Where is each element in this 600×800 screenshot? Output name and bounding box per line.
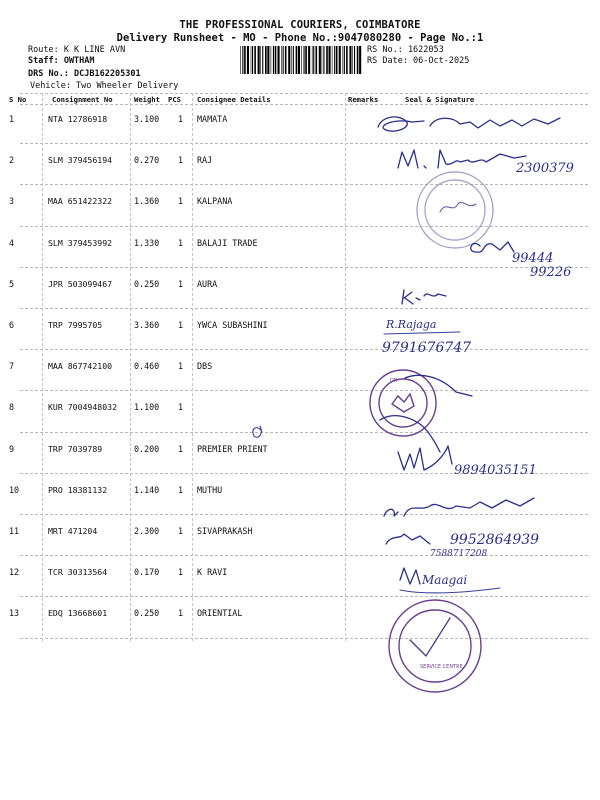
row-consignee: YWCA SUBASHINI	[197, 320, 268, 330]
stamp-row-7-text: DR	[390, 378, 398, 384]
row-consignment-no: SLM 379453992	[48, 237, 113, 248]
row-consignee: DBS	[197, 361, 213, 372]
company-title: THE PROFESSIONAL COURIERS, COIMBATORE	[179, 19, 421, 31]
row-pcs: 1	[178, 567, 184, 578]
row-pcs: 1	[178, 402, 184, 413]
row-pcs: 1	[178, 320, 184, 330]
sig-row-6-name: R.Rajaga	[386, 318, 437, 331]
row-sno: 11	[9, 526, 20, 536]
row-pcs: 1	[178, 114, 184, 124]
row-pcs: 1	[178, 196, 184, 207]
row-pcs: 1	[178, 237, 184, 248]
row-pcs: 1	[178, 155, 184, 166]
signature-row-2	[398, 150, 574, 176]
row-consignment-no: PRO 18381132	[48, 484, 108, 495]
row-consignment-no: EDQ 13668601	[48, 608, 108, 619]
row-sno: 6	[9, 320, 15, 330]
stamp-row-3	[417, 172, 493, 248]
row-consignee: MUTHU	[197, 484, 223, 495]
col-weight: Weight	[134, 95, 160, 104]
col-remarks: Remarks	[348, 95, 379, 104]
row-pcs: 1	[178, 484, 184, 495]
row-sno: 9	[9, 443, 15, 454]
signature-row-9	[253, 426, 537, 478]
row-weight: 3.360	[134, 320, 160, 330]
drs-number: DRS No.: DCJB162205301	[28, 69, 141, 79]
rs-number: RS No.: 1622053	[367, 45, 444, 55]
signature-row-5	[402, 290, 446, 304]
col-consignee: Consignee Details	[197, 95, 271, 104]
row-sno: 2	[9, 155, 15, 166]
sig-row-6-number: 9791676747	[382, 340, 472, 356]
row-sno: 5	[9, 278, 15, 289]
signature-row-11	[384, 498, 539, 559]
signature-row-1	[378, 117, 560, 131]
col-pcs: PCS	[168, 95, 181, 104]
col-seal-signature: Seal & Signature	[405, 95, 475, 104]
stamp-row-13-text: SERVICE CENTRE	[420, 664, 463, 670]
sig-row-4-number-b: 99226	[530, 265, 572, 280]
row-consignment-no: TRP 7995705	[48, 320, 103, 330]
vehicle-label: Vehicle: Two Wheeler Delivery	[30, 81, 179, 91]
row-weight: 0.170	[134, 567, 160, 578]
row-sno: 13	[9, 608, 20, 619]
sig-row-9-number: 9894035151	[454, 463, 537, 478]
row-consignee: PREMIER PRIENT	[197, 443, 268, 454]
row-consignment-no: KUR 7004948032	[48, 402, 118, 413]
stamp-row-13	[389, 600, 481, 692]
row-sno: 1	[9, 114, 15, 124]
row-pcs: 1	[178, 526, 184, 536]
col-consignment: Consignment No	[52, 95, 113, 104]
row-sno: 8	[9, 402, 15, 413]
row-weight: 1.100	[134, 402, 160, 413]
rs-date: RS Date: 06-Oct-2025	[367, 56, 470, 66]
row-consignment-no: JPR 503099467	[48, 278, 113, 289]
row-sno: 3	[9, 196, 15, 207]
sig-row-11-number-b: 7588717208	[430, 549, 488, 559]
row-consignment-no: SLM 379456194	[48, 155, 113, 166]
row-pcs: 1	[178, 278, 184, 289]
runsheet-subtitle: Delivery Runsheet - MO - Phone No.:9047080280 - Page No.:1	[116, 32, 484, 44]
signature-row-12	[400, 568, 500, 593]
row-weight: 0.250	[134, 608, 160, 619]
row-consignment-no: NTA 12786918	[48, 114, 108, 124]
row-consignee: AURA	[197, 278, 218, 289]
row-consignee: K RAVI	[197, 567, 228, 578]
sig-row-4-number-a: 99444	[512, 251, 554, 266]
row-sno: 4	[9, 237, 15, 248]
row-pcs: 1	[178, 361, 184, 372]
row-consignment-no: MAA 651422322	[48, 196, 113, 207]
row-consignee: BALAJI TRADE	[197, 237, 258, 248]
row-consignment-no: TCR 30313564	[48, 567, 108, 578]
row-consignee: KALPANA	[197, 196, 233, 207]
row-weight: 1.140	[134, 484, 160, 495]
row-weight: 2.300	[134, 526, 160, 536]
signature-row-6	[382, 318, 471, 356]
row-consignee: ORIENTIAL	[197, 608, 243, 619]
sig-row-2-number: 2300379	[516, 161, 574, 176]
sig-row-12-name: Maagai	[422, 573, 468, 587]
row-weight: 0.200	[134, 443, 160, 454]
route-label: Route: K K LINE AVN	[28, 45, 126, 55]
row-consignment-no: MAA 867742100	[48, 361, 113, 372]
signature-row-7	[405, 375, 472, 396]
col-sno: S No	[9, 95, 27, 104]
row-pcs: 1	[178, 443, 184, 454]
row-weight: 1.330	[134, 237, 160, 248]
row-sno: 12	[9, 567, 20, 578]
sig-row-11-number-a: 9952864939	[450, 532, 540, 548]
row-sno: 7	[9, 361, 15, 372]
row-weight: 0.460	[134, 361, 160, 372]
row-consignee: MAMATA	[197, 114, 228, 124]
row-consignment-no: TRP 7039789	[48, 443, 103, 454]
row-pcs: 1	[178, 608, 184, 619]
row-weight: 1.360	[134, 196, 160, 207]
row-weight: 0.250	[134, 278, 160, 289]
row-consignment-no: MRT 471204	[48, 526, 98, 536]
signature-row-4	[471, 242, 572, 280]
row-consignee: SIVAPRAKASH	[197, 526, 253, 536]
row-consignee: RAJ	[197, 155, 213, 166]
row-weight: 3.100	[134, 114, 160, 124]
row-sno: 10	[9, 484, 20, 495]
staff-label: Staff: OWTHAM	[28, 56, 95, 66]
row-weight: 0.270	[134, 155, 160, 166]
stamp-row-7	[370, 370, 436, 436]
